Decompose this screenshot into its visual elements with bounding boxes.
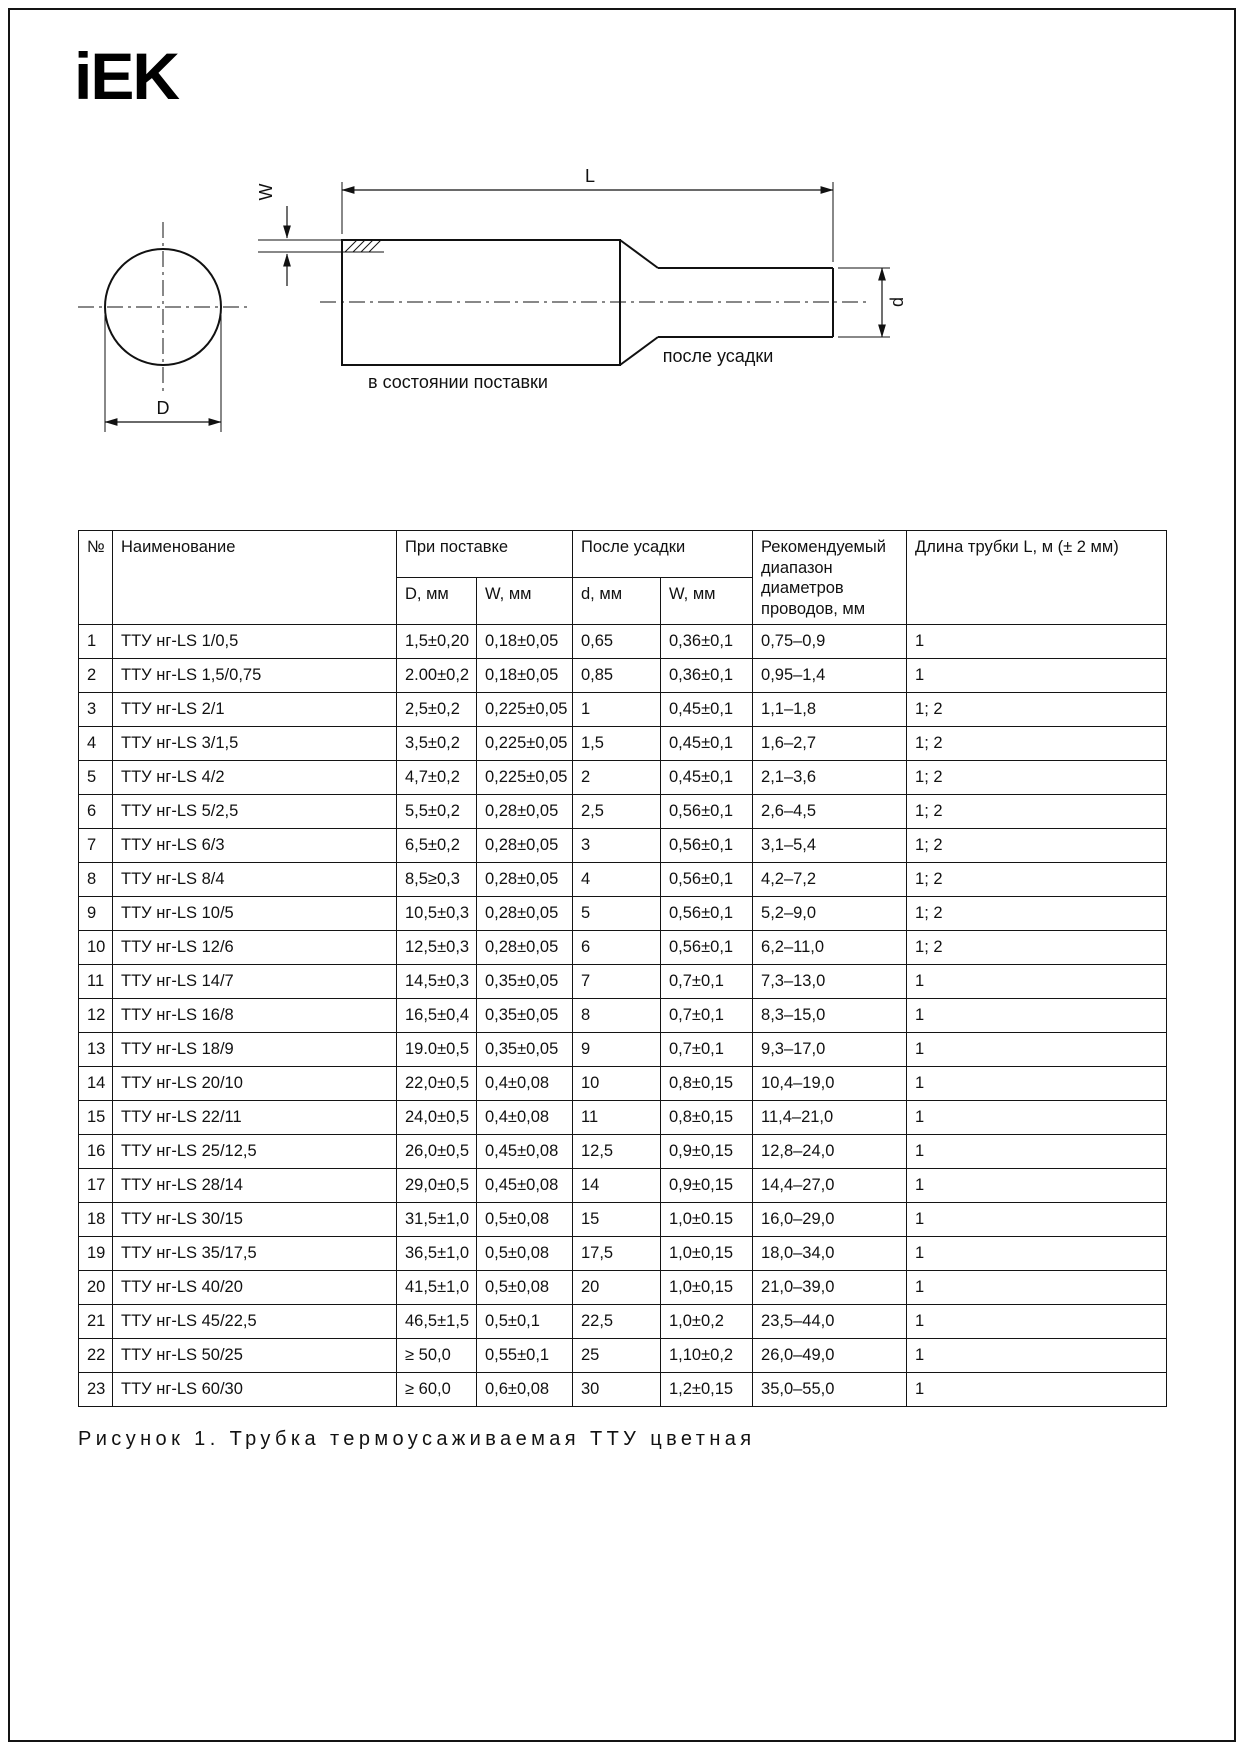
- table-cell: 1; 2: [907, 794, 1167, 828]
- table-cell: 0,9±0,15: [661, 1168, 753, 1202]
- table-cell: 26,0±0,5: [397, 1134, 477, 1168]
- table-cell: 1: [907, 658, 1167, 692]
- taper-top-line: [620, 240, 658, 268]
- table-cell: 9,3–17,0: [753, 1032, 907, 1066]
- table-cell: ≥ 60,0: [397, 1372, 477, 1406]
- table-cell: ТТУ нг-LS 5/2,5: [113, 794, 397, 828]
- table-cell: 0,7±0,1: [661, 964, 753, 998]
- header-d-mm: d, мм: [573, 577, 661, 624]
- table-cell: 7,3–13,0: [753, 964, 907, 998]
- table-cell: ТТУ нг-LS 20/10: [113, 1066, 397, 1100]
- table-cell: 0,35±0,05: [477, 964, 573, 998]
- table-cell: ТТУ нг-LS 35/17,5: [113, 1236, 397, 1270]
- table-cell: 8: [79, 862, 113, 896]
- table-cell: ТТУ нг-LS 3/1,5: [113, 726, 397, 760]
- table-row: [79, 1066, 1167, 1100]
- table-cell: 22,5: [573, 1304, 661, 1338]
- spec-table-container: [78, 530, 1166, 1407]
- table-cell: 0,4±0,08: [477, 1066, 573, 1100]
- table-cell: 10,4–19,0: [753, 1066, 907, 1100]
- table-cell: ТТУ нг-LS 6/3: [113, 828, 397, 862]
- table-cell: ТТУ нг-LS 60/30: [113, 1372, 397, 1406]
- iek-logo: iEK: [74, 39, 179, 113]
- table-cell: 5: [79, 760, 113, 794]
- table-cell: 5,5±0,2: [397, 794, 477, 828]
- table-cell: 0,9±0,15: [661, 1134, 753, 1168]
- table-cell: 1: [907, 624, 1167, 658]
- table-cell: 1: [907, 1032, 1167, 1066]
- header-name: Наименование: [113, 531, 397, 625]
- header-length: Длина трубки L, м (± 2 мм): [907, 531, 1167, 625]
- header-num: №: [79, 531, 113, 625]
- table-cell: 0,225±0,05: [477, 726, 573, 760]
- table-cell: 0,28±0,05: [477, 896, 573, 930]
- table-cell: 0,5±0,08: [477, 1202, 573, 1236]
- table-cell: 0,225±0,05: [477, 760, 573, 794]
- table-cell: 0,95–1,4: [753, 658, 907, 692]
- header-after-group: После усадки: [573, 531, 753, 578]
- table-cell: 0,45±0,1: [661, 726, 753, 760]
- table-cell: 5: [573, 896, 661, 930]
- table-cell: 0,18±0,05: [477, 658, 573, 692]
- table-row: [79, 862, 1167, 896]
- spec-table-body: [79, 624, 1167, 1406]
- table-cell: 0,28±0,05: [477, 828, 573, 862]
- table-cell: 0,45±0,08: [477, 1168, 573, 1202]
- table-row: [79, 658, 1167, 692]
- table-cell: 2,1–3,6: [753, 760, 907, 794]
- table-row: [79, 1236, 1167, 1270]
- table-cell: ТТУ нг-LS 4/2: [113, 760, 397, 794]
- table-cell: 8: [573, 998, 661, 1032]
- table-cell: 29,0±0,5: [397, 1168, 477, 1202]
- table-cell: 0,45±0,08: [477, 1134, 573, 1168]
- table-cell: 1: [573, 692, 661, 726]
- table-cell: 1,1–1,8: [753, 692, 907, 726]
- table-cell: 3,5±0,2: [397, 726, 477, 760]
- table-row: [79, 692, 1167, 726]
- table-cell: 1: [907, 1236, 1167, 1270]
- table-row: [79, 1202, 1167, 1236]
- table-cell: 0,18±0,05: [477, 624, 573, 658]
- table-cell: 4,2–7,2: [753, 862, 907, 896]
- table-cell: 1,2±0,15: [661, 1372, 753, 1406]
- table-cell: 1: [907, 1134, 1167, 1168]
- table-cell: 21,0–39,0: [753, 1270, 907, 1304]
- table-cell: 1: [907, 1304, 1167, 1338]
- table-row: [79, 794, 1167, 828]
- spec-table: [78, 530, 1167, 1407]
- table-cell: 11: [79, 964, 113, 998]
- table-cell: 23: [79, 1372, 113, 1406]
- table-cell: ТТУ нг-LS 25/12,5: [113, 1134, 397, 1168]
- table-cell: 0,56±0,1: [661, 930, 753, 964]
- table-cell: 19.0±0,5: [397, 1032, 477, 1066]
- table-cell: 1,6–2,7: [753, 726, 907, 760]
- table-row: [79, 1032, 1167, 1066]
- table-cell: 0,225±0,05: [477, 692, 573, 726]
- as-supplied-label: в состоянии поставки: [368, 372, 548, 392]
- after-shrink-label: после усадки: [662, 346, 774, 366]
- table-cell: 35,0–55,0: [753, 1372, 907, 1406]
- table-row: [79, 896, 1167, 930]
- table-row: [79, 624, 1167, 658]
- table-cell: 10,5±0,3: [397, 896, 477, 930]
- table-cell: 6: [79, 794, 113, 828]
- table-cell: ТТУ нг-LS 16/8: [113, 998, 397, 1032]
- table-row: [79, 760, 1167, 794]
- table-cell: 0,75–0,9: [753, 624, 907, 658]
- table-cell: 0,56±0,1: [661, 896, 753, 930]
- table-cell: 5,2–9,0: [753, 896, 907, 930]
- table-cell: 31,5±1,0: [397, 1202, 477, 1236]
- table-cell: 9: [573, 1032, 661, 1066]
- table-cell: ТТУ нг-LS 50/25: [113, 1338, 397, 1372]
- table-cell: 0,36±0,1: [661, 624, 753, 658]
- table-cell: 36,5±1,0: [397, 1236, 477, 1270]
- table-cell: 0,28±0,05: [477, 794, 573, 828]
- table-cell: 14,5±0,3: [397, 964, 477, 998]
- table-cell: 12: [79, 998, 113, 1032]
- table-cell: 12,8–24,0: [753, 1134, 907, 1168]
- table-cell: ТТУ нг-LS 2/1: [113, 692, 397, 726]
- table-cell: 6,5±0,2: [397, 828, 477, 862]
- table-cell: 19: [79, 1236, 113, 1270]
- table-cell: 2,5: [573, 794, 661, 828]
- table-cell: 3: [79, 692, 113, 726]
- table-cell: 4,7±0,2: [397, 760, 477, 794]
- table-cell: 8,3–15,0: [753, 998, 907, 1032]
- table-cell: 14: [573, 1168, 661, 1202]
- table-cell: 1,10±0,2: [661, 1338, 753, 1372]
- table-cell: 1; 2: [907, 930, 1167, 964]
- table-cell: 2: [79, 658, 113, 692]
- table-cell: 1: [907, 1100, 1167, 1134]
- table-cell: 7: [573, 964, 661, 998]
- table-cell: 0,7±0,1: [661, 998, 753, 1032]
- table-cell: 7: [79, 828, 113, 862]
- table-cell: 2,5±0,2: [397, 692, 477, 726]
- table-cell: 0,8±0,15: [661, 1066, 753, 1100]
- figure-caption: Рисунок 1. Трубка термоусаживаемая ТТУ цветная: [78, 1428, 756, 1450]
- table-cell: 1,5±0,20: [397, 624, 477, 658]
- table-cell: 0,36±0,1: [661, 658, 753, 692]
- table-cell: 46,5±1,5: [397, 1304, 477, 1338]
- table-cell: 3: [573, 828, 661, 862]
- table-cell: 0,4±0,08: [477, 1100, 573, 1134]
- header-delivery-group: При поставке: [397, 531, 573, 578]
- header-range: Рекомендуемый диапазон диаметров проводов, мм: [753, 531, 907, 625]
- table-cell: ТТУ нг-LS 1/0,5: [113, 624, 397, 658]
- dim-D-label: D: [156, 398, 170, 418]
- table-row: [79, 1338, 1167, 1372]
- table-cell: 0,56±0,1: [661, 794, 753, 828]
- table-cell: 18,0–34,0: [753, 1236, 907, 1270]
- table-cell: 0,65: [573, 624, 661, 658]
- table-cell: 10: [573, 1066, 661, 1100]
- table-cell: 6,2–11,0: [753, 930, 907, 964]
- table-cell: 16: [79, 1134, 113, 1168]
- table-cell: 6: [573, 930, 661, 964]
- table-cell: 1: [907, 1202, 1167, 1236]
- table-cell: 0,55±0,1: [477, 1338, 573, 1372]
- table-cell: 18: [79, 1202, 113, 1236]
- table-cell: 1; 2: [907, 692, 1167, 726]
- table-cell: 22: [79, 1338, 113, 1372]
- table-cell: 1: [907, 964, 1167, 998]
- technical-drawing: [0, 130, 1000, 490]
- table-cell: 41,5±1,0: [397, 1270, 477, 1304]
- table-cell: 1: [907, 1066, 1167, 1100]
- table-cell: 3,1–5,4: [753, 828, 907, 862]
- table-cell: 10: [79, 930, 113, 964]
- table-cell: 1; 2: [907, 862, 1167, 896]
- table-cell: 14,4–27,0: [753, 1168, 907, 1202]
- dim-L-label: L: [584, 166, 596, 186]
- table-cell: 0,35±0,05: [477, 1032, 573, 1066]
- table-cell: 17: [79, 1168, 113, 1202]
- table-row: [79, 726, 1167, 760]
- table-cell: ТТУ нг-LS 14/7: [113, 964, 397, 998]
- table-cell: 1,0±0.15: [661, 1202, 753, 1236]
- table-cell: 14: [79, 1066, 113, 1100]
- table-cell: 2.00±0,2: [397, 658, 477, 692]
- table-row: [79, 1304, 1167, 1338]
- table-row: [79, 998, 1167, 1032]
- table-cell: 25: [573, 1338, 661, 1372]
- table-cell: ТТУ нг-LS 45/22,5: [113, 1304, 397, 1338]
- table-cell: 12,5±0,3: [397, 930, 477, 964]
- table-cell: 23,5–44,0: [753, 1304, 907, 1338]
- table-cell: 0,5±0,08: [477, 1236, 573, 1270]
- table-cell: ТТУ нг-LS 10/5: [113, 896, 397, 930]
- table-cell: 4: [79, 726, 113, 760]
- header-W-mm-delivery: W, мм: [477, 577, 573, 624]
- table-cell: 21: [79, 1304, 113, 1338]
- table-cell: 1,0±0,2: [661, 1304, 753, 1338]
- table-cell: 20: [573, 1270, 661, 1304]
- table-cell: ТТУ нг-LS 18/9: [113, 1032, 397, 1066]
- table-cell: 9: [79, 896, 113, 930]
- table-cell: 16,5±0,4: [397, 998, 477, 1032]
- table-cell: 0,8±0,15: [661, 1100, 753, 1134]
- table-cell: 1,0±0,15: [661, 1236, 753, 1270]
- table-cell: ТТУ нг-LS 8/4: [113, 862, 397, 896]
- table-cell: 8,5≥0,3: [397, 862, 477, 896]
- table-cell: ТТУ нг-LS 28/14: [113, 1168, 397, 1202]
- table-cell: 30: [573, 1372, 661, 1406]
- table-row: [79, 1134, 1167, 1168]
- table-cell: 0,5±0,08: [477, 1270, 573, 1304]
- table-cell: 1,0±0,15: [661, 1270, 753, 1304]
- table-row: [79, 930, 1167, 964]
- table-cell: 1: [79, 624, 113, 658]
- table-cell: 1; 2: [907, 896, 1167, 930]
- table-cell: 26,0–49,0: [753, 1338, 907, 1372]
- header-D-mm: D, мм: [397, 577, 477, 624]
- table-cell: 0,45±0,1: [661, 692, 753, 726]
- table-cell: 1; 2: [907, 726, 1167, 760]
- table-cell: ≥ 50,0: [397, 1338, 477, 1372]
- dim-d-label: d: [887, 296, 907, 308]
- table-cell: 22,0±0,5: [397, 1066, 477, 1100]
- table-cell: 11,4–21,0: [753, 1100, 907, 1134]
- table-cell: 1; 2: [907, 828, 1167, 862]
- table-row: [79, 828, 1167, 862]
- table-cell: 17,5: [573, 1236, 661, 1270]
- table-cell: 0,45±0,1: [661, 760, 753, 794]
- table-row: [79, 1100, 1167, 1134]
- table-cell: 1: [907, 1270, 1167, 1304]
- table-cell: 0,56±0,1: [661, 828, 753, 862]
- table-cell: 15: [79, 1100, 113, 1134]
- table-row: [79, 1270, 1167, 1304]
- table-cell: 1: [907, 1168, 1167, 1202]
- table-cell: 0,28±0,05: [477, 862, 573, 896]
- table-cell: ТТУ нг-LS 1,5/0,75: [113, 658, 397, 692]
- table-cell: 1,5: [573, 726, 661, 760]
- table-cell: 0,56±0,1: [661, 862, 753, 896]
- table-cell: 0,7±0,1: [661, 1032, 753, 1066]
- table-cell: 0,85: [573, 658, 661, 692]
- table-cell: 1: [907, 1338, 1167, 1372]
- table-cell: 20: [79, 1270, 113, 1304]
- table-row: [79, 964, 1167, 998]
- table-cell: ТТУ нг-LS 40/20: [113, 1270, 397, 1304]
- table-row: [79, 1372, 1167, 1406]
- table-cell: 1; 2: [907, 760, 1167, 794]
- table-cell: 2: [573, 760, 661, 794]
- table-cell: 24,0±0,5: [397, 1100, 477, 1134]
- table-cell: 4: [573, 862, 661, 896]
- table-cell: 16,0–29,0: [753, 1202, 907, 1236]
- table-cell: 2,6–4,5: [753, 794, 907, 828]
- table-row: [79, 1168, 1167, 1202]
- table-cell: ТТУ нг-LS 22/11: [113, 1100, 397, 1134]
- table-cell: 12,5: [573, 1134, 661, 1168]
- table-cell: ТТУ нг-LS 12/6: [113, 930, 397, 964]
- spec-table-header: [79, 531, 1167, 625]
- table-cell: 1: [907, 998, 1167, 1032]
- table-cell: ТТУ нг-LS 30/15: [113, 1202, 397, 1236]
- table-cell: 13: [79, 1032, 113, 1066]
- header-W-mm-after: W, мм: [661, 577, 753, 624]
- table-cell: 0,28±0,05: [477, 930, 573, 964]
- table-cell: 0,35±0,05: [477, 998, 573, 1032]
- table-cell: 11: [573, 1100, 661, 1134]
- taper-bottom-line: [620, 337, 658, 365]
- table-cell: 1: [907, 1372, 1167, 1406]
- table-cell: 0,5±0,1: [477, 1304, 573, 1338]
- table-cell: 15: [573, 1202, 661, 1236]
- table-cell: 0,6±0,08: [477, 1372, 573, 1406]
- dim-W-label: W: [256, 183, 276, 201]
